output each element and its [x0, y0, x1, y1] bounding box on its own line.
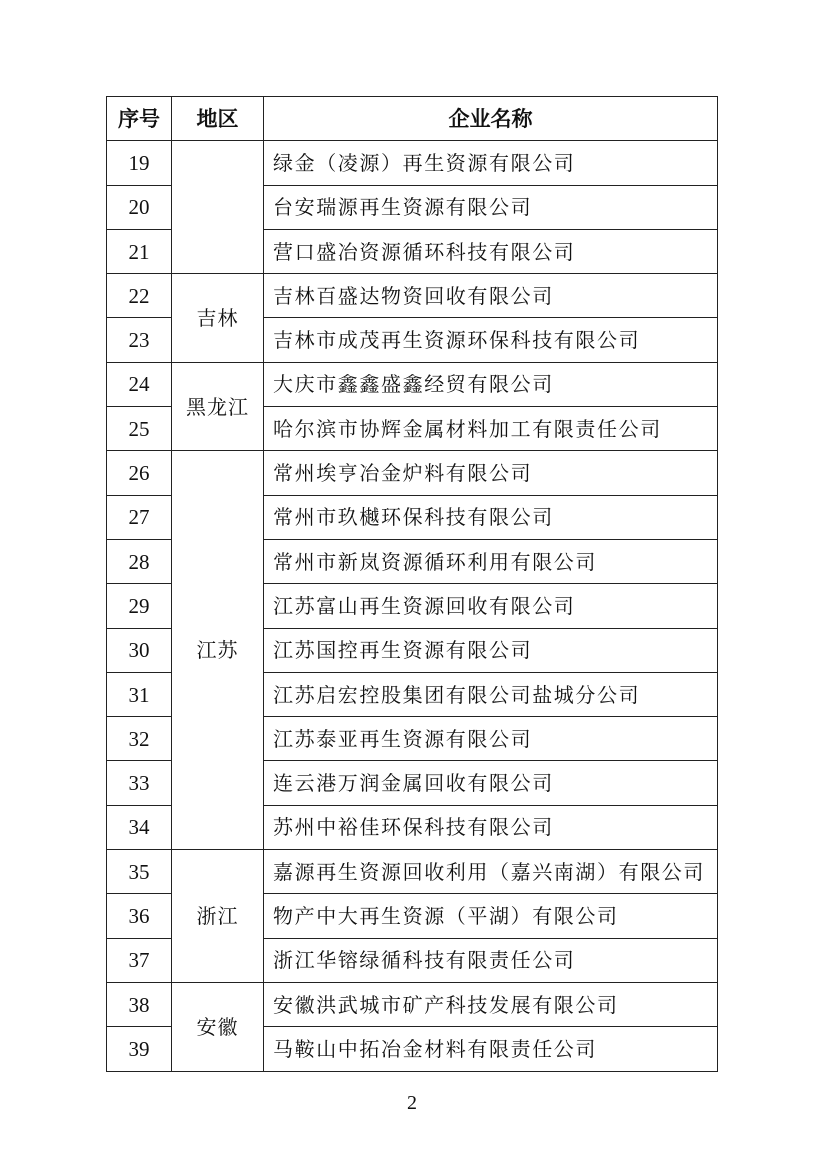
serial-number-cell: 22	[107, 274, 172, 318]
company-name-cell: 常州市新岚资源循环利用有限公司	[264, 539, 718, 583]
region-cell: 黑龙江	[172, 362, 264, 451]
company-name-cell: 苏州中裕佳环保科技有限公司	[264, 805, 718, 849]
company-name-cell: 吉林百盛达物资回收有限公司	[264, 274, 718, 318]
company-name-cell: 台安瑞源再生资源有限公司	[264, 185, 718, 229]
company-name-cell: 浙江华镕绿循科技有限责任公司	[264, 938, 718, 982]
region-cell: 江苏	[172, 451, 264, 850]
serial-number-cell: 34	[107, 805, 172, 849]
company-name-cell: 连云港万润金属回收有限公司	[264, 761, 718, 805]
serial-number-cell: 28	[107, 539, 172, 583]
header-region: 地区	[172, 97, 264, 141]
serial-number-cell: 26	[107, 451, 172, 495]
table-row	[107, 982, 718, 1026]
company-name-cell: 大庆市鑫鑫盛鑫经贸有限公司	[264, 362, 718, 406]
company-name-cell: 物产中大再生资源（平湖）有限公司	[264, 894, 718, 938]
serial-number-cell: 23	[107, 318, 172, 362]
serial-number-cell: 36	[107, 894, 172, 938]
company-name-cell: 营口盛冶资源循环科技有限公司	[264, 229, 718, 273]
region-cell: 安徽	[172, 982, 264, 1071]
company-name-cell: 江苏启宏控股集团有限公司盐城分公司	[264, 672, 718, 716]
serial-number-cell: 30	[107, 628, 172, 672]
table-row	[107, 141, 718, 185]
serial-number-cell: 24	[107, 362, 172, 406]
serial-number-cell: 19	[107, 141, 172, 185]
company-name-cell: 江苏富山再生资源回收有限公司	[264, 584, 718, 628]
serial-number-cell: 37	[107, 938, 172, 982]
serial-number-cell: 31	[107, 672, 172, 716]
table-row	[107, 451, 718, 495]
serial-number-cell: 20	[107, 185, 172, 229]
serial-number-cell: 38	[107, 982, 172, 1026]
serial-number-cell: 35	[107, 850, 172, 894]
page-number: 2	[407, 1092, 417, 1114]
table-body	[107, 141, 718, 1071]
company-name-cell: 吉林市成茂再生资源环保科技有限公司	[264, 318, 718, 362]
company-name-cell: 马鞍山中拓冶金材料有限责任公司	[264, 1027, 718, 1071]
company-list-table-container	[106, 96, 717, 1072]
table-row	[107, 362, 718, 406]
serial-number-cell: 39	[107, 1027, 172, 1071]
table-row	[107, 850, 718, 894]
region-cell	[172, 141, 264, 274]
company-name-cell: 绿金（凌源）再生资源有限公司	[264, 141, 718, 185]
company-name-cell: 江苏国控再生资源有限公司	[264, 628, 718, 672]
serial-number-cell: 32	[107, 717, 172, 761]
serial-number-cell: 21	[107, 229, 172, 273]
region-cell: 浙江	[172, 850, 264, 983]
header-company-name: 企业名称	[264, 97, 718, 141]
header-serial-number: 序号	[107, 97, 172, 141]
serial-number-cell: 27	[107, 495, 172, 539]
serial-number-cell: 29	[107, 584, 172, 628]
serial-number-cell: 25	[107, 407, 172, 451]
table-header-row	[107, 97, 718, 141]
region-cell: 吉林	[172, 274, 264, 363]
company-name-cell: 常州埃亨冶金炉料有限公司	[264, 451, 718, 495]
company-list-table	[106, 96, 718, 1072]
company-name-cell: 安徽洪武城市矿产科技发展有限公司	[264, 982, 718, 1026]
serial-number-cell: 33	[107, 761, 172, 805]
company-name-cell: 常州市玖樾环保科技有限公司	[264, 495, 718, 539]
company-name-cell: 嘉源再生资源回收利用（嘉兴南湖）有限公司	[264, 850, 718, 894]
company-name-cell: 江苏泰亚再生资源有限公司	[264, 717, 718, 761]
table-row	[107, 274, 718, 318]
company-name-cell: 哈尔滨市协辉金属材料加工有限责任公司	[264, 407, 718, 451]
